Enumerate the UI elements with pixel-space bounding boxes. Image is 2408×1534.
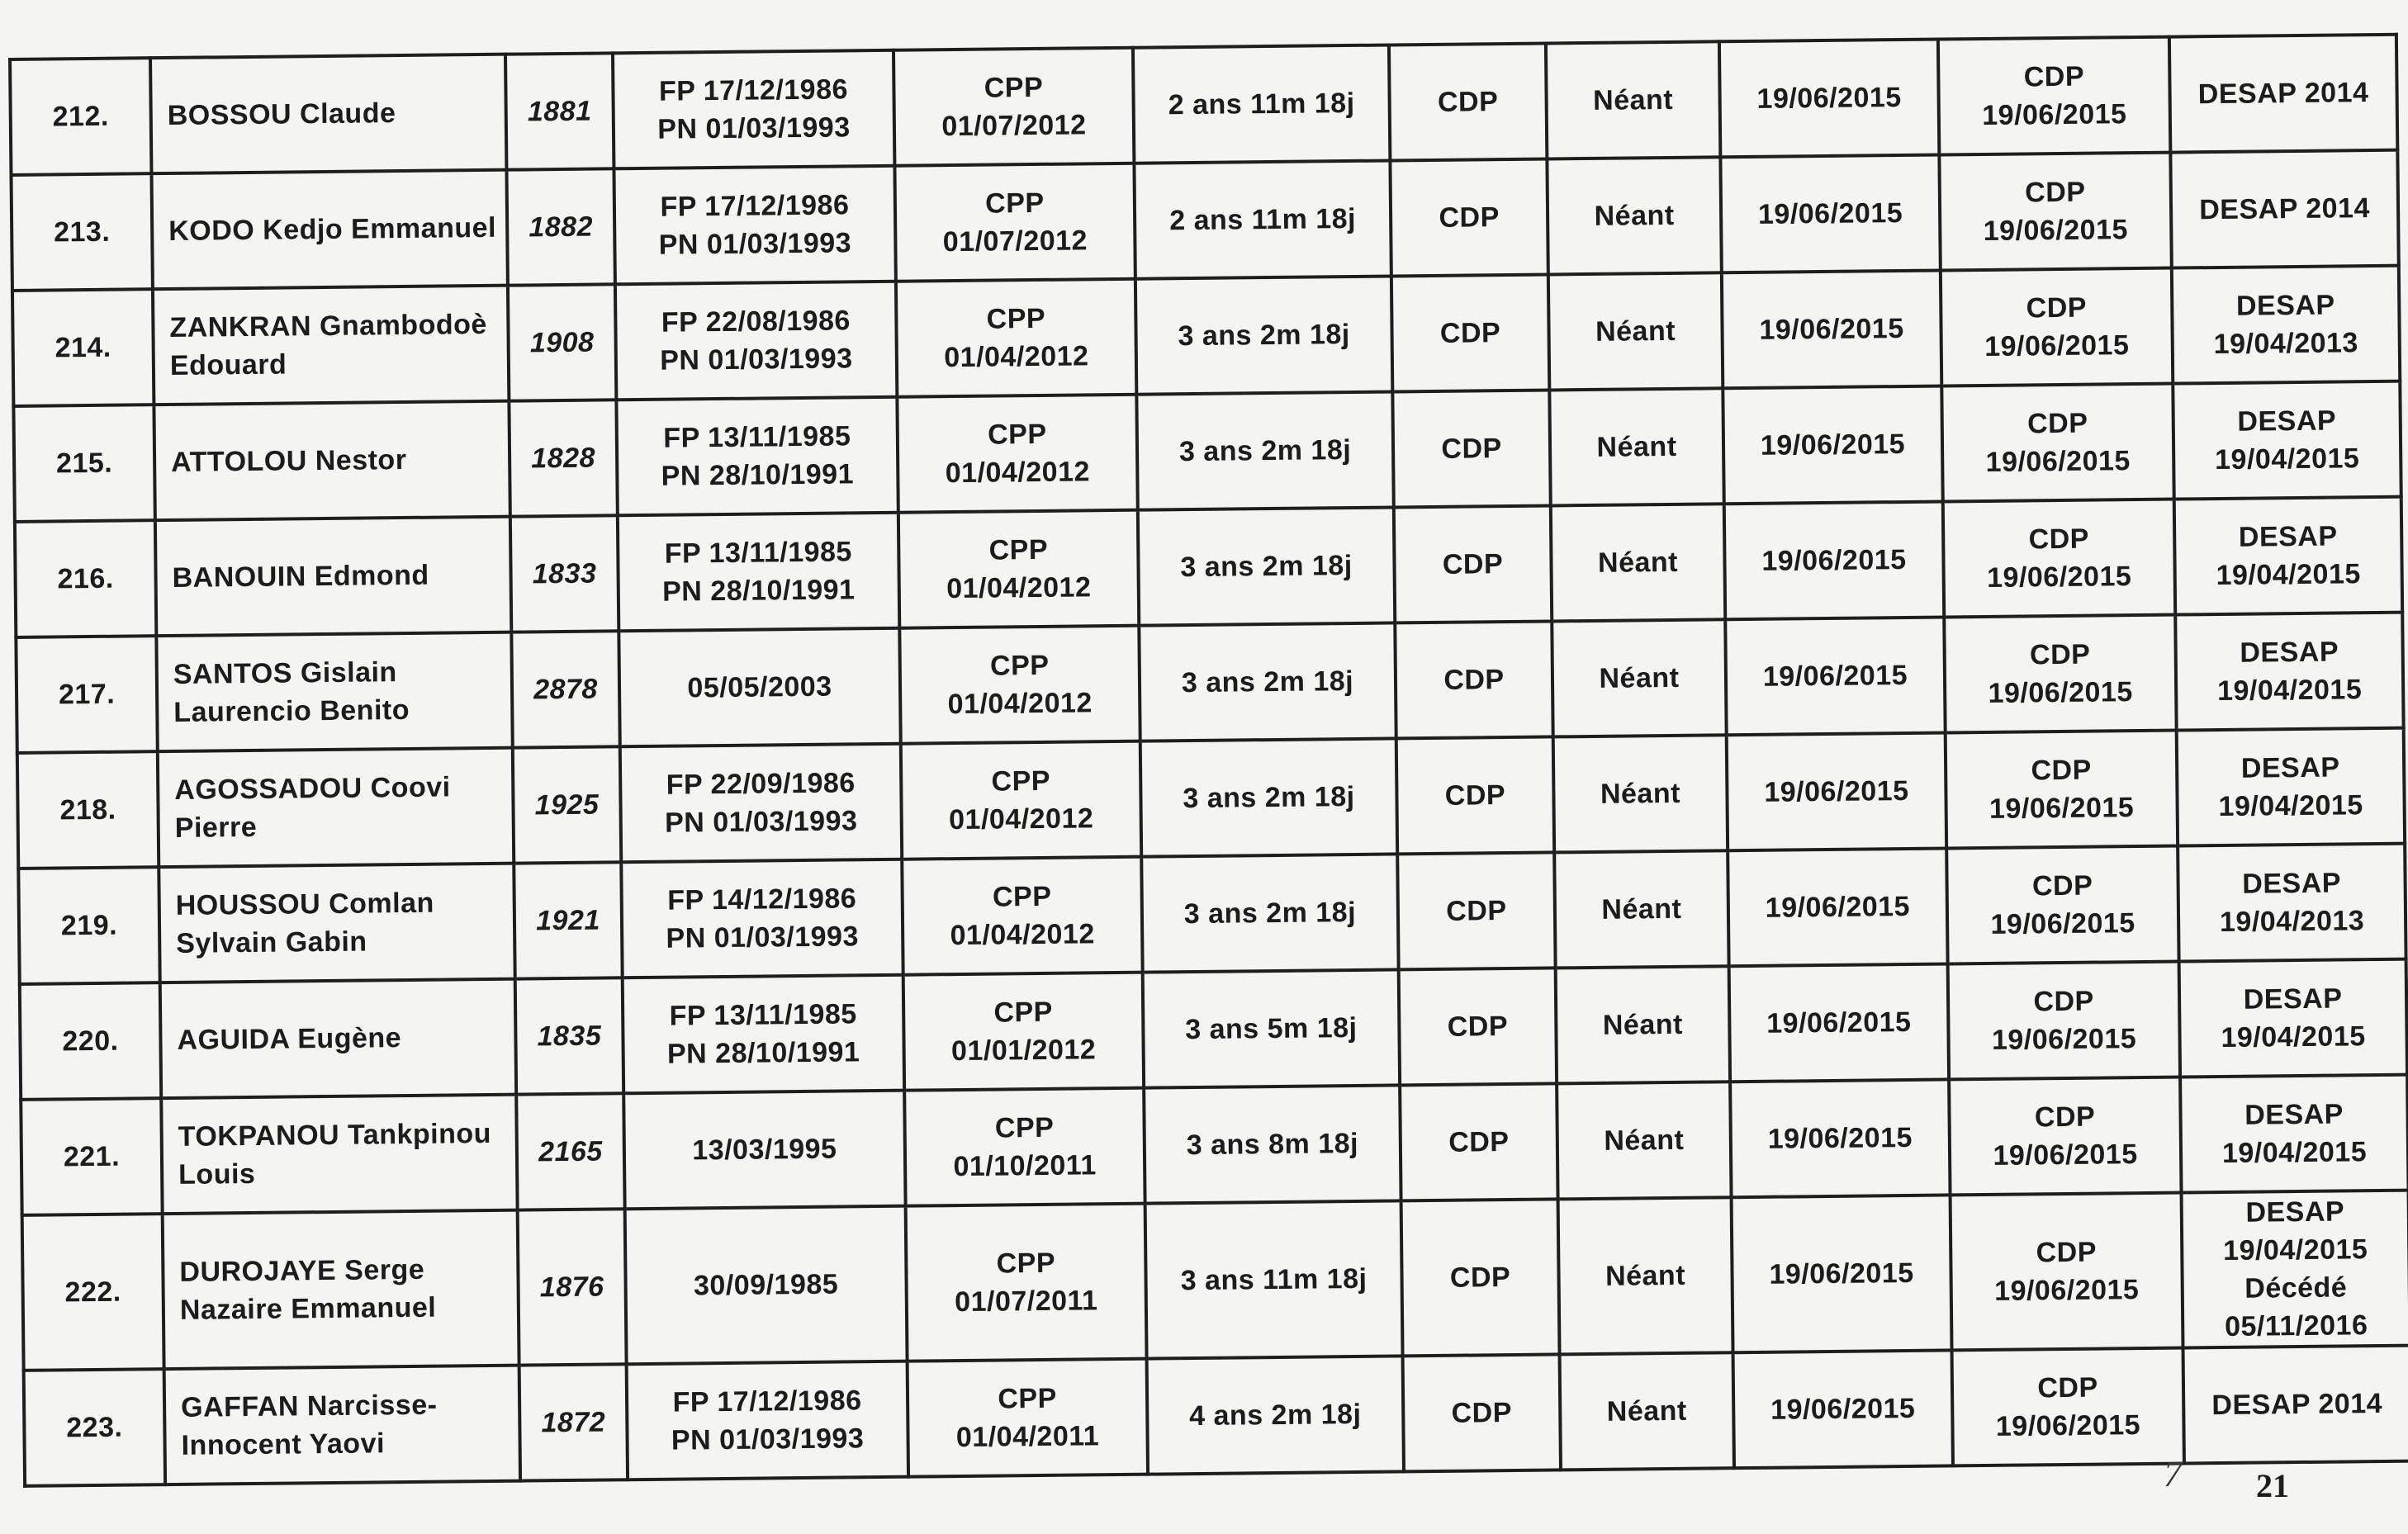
desap-line: DESAP (2243, 982, 2343, 1016)
desap-line: DESAP (2237, 405, 2337, 438)
cpp-line: 01/04/2012 (944, 340, 1089, 374)
entry-date-line: PN 01/03/1993 (664, 805, 858, 839)
table-body (10, 35, 2408, 1486)
matricule-cell: 1828 (509, 400, 617, 516)
entry-date-line: FP 17/12/1986 (658, 73, 849, 107)
cpp-line: CPP (992, 880, 1052, 913)
date-cell: 19/06/2015 (1732, 1195, 1952, 1352)
date-cell: 19/06/2015 (1720, 155, 1940, 273)
desap-cell (2175, 613, 2403, 731)
cpp-line: CPP (988, 533, 1049, 566)
row-number-cell: 219. (18, 867, 159, 984)
grade-cell: CDP (1391, 274, 1549, 391)
sanction-cell: Néant (1547, 157, 1721, 274)
desap-cell (2178, 844, 2406, 962)
matricule-cell: 1925 (513, 746, 621, 863)
cdp-line: 19/06/2015 (1988, 676, 2133, 709)
desap-cell (2182, 1191, 2408, 1348)
cpp-cell (894, 48, 1134, 166)
cdp-line: 19/06/2015 (1993, 1274, 2140, 1307)
row-number-cell: 222. (22, 1214, 164, 1371)
desap-cell (2180, 1075, 2408, 1193)
cdp-line: 19/06/2015 (1982, 98, 2127, 131)
cdp-cell (1946, 846, 2178, 964)
name-line: Laurencio Benito (173, 694, 410, 728)
row-number-cell: 215. (13, 405, 154, 522)
seniority-cell: 3 ans 2m 18j (1136, 391, 1393, 509)
desap-cell (2173, 381, 2401, 499)
desap-line: DESAP (2242, 867, 2342, 900)
name-line: AGUIDA Eugène (177, 1022, 402, 1056)
name-line: Louis (178, 1158, 256, 1191)
desap-line: DESAP (2238, 520, 2338, 553)
cdp-cell (1949, 1077, 2181, 1195)
cdp-line: CDP (2031, 754, 2093, 787)
entry-date-line: FP 13/11/1985 (664, 536, 853, 570)
cpp-cell (899, 626, 1140, 744)
cdp-line: 19/06/2015 (1983, 214, 2129, 247)
name-line: BANOUIN Edmond (172, 559, 429, 594)
grade-cell: CDP (1394, 505, 1552, 623)
desap-line: DESAP (2244, 1098, 2344, 1131)
entry-date-line: PN 01/03/1993 (657, 111, 851, 145)
desap-line: 19/04/2015 (2221, 1136, 2368, 1169)
seniority-cell: 3 ans 5m 18j (1143, 969, 1400, 1087)
name-cell (160, 979, 516, 1098)
entry-date-line: 13/03/1995 (692, 1133, 837, 1167)
seniority-cell: 3 ans 11m 18j (1145, 1200, 1403, 1358)
entry-date-line: PN 01/03/1993 (666, 921, 860, 954)
cpp-line: 01/04/2011 (955, 1420, 1100, 1454)
matricule-cell: 2878 (511, 631, 619, 747)
desap-cell (2172, 266, 2400, 384)
cpp-cell (906, 1204, 1147, 1361)
cpp-cell (897, 395, 1137, 513)
cdp-line: 19/06/2015 (1995, 1409, 2141, 1442)
cpp-line: 01/04/2012 (945, 456, 1091, 490)
table-row (24, 1346, 2408, 1486)
entry-date-line: FP 17/12/1986 (672, 1385, 862, 1418)
name-cell (156, 632, 512, 751)
grade-cell: CDP (1396, 736, 1554, 854)
cdp-line: 19/06/2015 (1990, 907, 2135, 940)
entry-date-cell (619, 628, 900, 747)
desap-line: 19/04/2015 (2216, 674, 2363, 708)
cpp-line: CPP (998, 1382, 1057, 1415)
cpp-line: CPP (989, 649, 1050, 682)
sanction-cell: Néant (1560, 1352, 1734, 1470)
desap-line: DESAP 2014 (2197, 77, 2369, 111)
desap-line: DESAP (2235, 289, 2335, 322)
desap-cell (2169, 35, 2397, 153)
desap-line: 05/11/2016 (2224, 1309, 2368, 1342)
cdp-line: CDP (2024, 176, 2086, 209)
name-line: DUROJAYE Serge (179, 1253, 425, 1288)
desap-line: DESAP 2014 (2211, 1387, 2383, 1422)
date-cell: 19/06/2015 (1722, 271, 1941, 389)
name-line: ATTOLOU Nestor (170, 443, 407, 478)
sanction-cell: Néant (1549, 388, 1723, 505)
entry-date-line: PN 01/03/1993 (671, 1423, 865, 1456)
cpp-line: CPP (987, 418, 1047, 451)
sanction-cell: Néant (1558, 1197, 1733, 1354)
cpp-line: CPP (994, 1111, 1055, 1144)
name-line: Sylvain Gabin (176, 926, 367, 959)
grade-cell: CDP (1401, 1199, 1560, 1356)
cpp-line: 01/04/2012 (946, 571, 1092, 605)
seniority-cell: 3 ans 2m 18j (1135, 276, 1392, 394)
sanction-cell: Néant (1548, 272, 1723, 390)
cpp-cell (896, 279, 1136, 397)
table-row (22, 1191, 2408, 1371)
cpp-line: CPP (984, 187, 1045, 220)
desap-line: 19/04/2015 (2214, 443, 2360, 476)
matricule-cell: 1835 (515, 978, 623, 1094)
cpp-line: 01/01/2012 (950, 1034, 1097, 1068)
sanction-cell: Néant (1553, 735, 1728, 852)
entry-date-line: FP 13/11/1985 (669, 998, 857, 1032)
cdp-line: CDP (2026, 407, 2088, 440)
cpp-line: CPP (986, 302, 1046, 335)
page-number: 21 (2256, 1467, 2289, 1504)
cpp-cell (901, 741, 1141, 859)
cdp-line: CDP (2037, 1371, 2098, 1404)
date-cell: 19/06/2015 (1724, 501, 1944, 619)
seniority-cell: 3 ans 8m 18j (1144, 1085, 1401, 1203)
row-number-cell: 214. (12, 289, 154, 406)
desap-line: 19/04/2015 (2221, 1020, 2366, 1054)
entry-date-line: PN 28/10/1991 (666, 1036, 860, 1070)
cdp-line: 19/06/2015 (1984, 329, 2130, 362)
entry-date-cell (616, 397, 898, 516)
entry-date-line: PN 28/10/1991 (661, 574, 856, 608)
cdp-line: 19/06/2015 (1991, 1023, 2137, 1056)
seniority-cell: 3 ans 2m 18j (1139, 623, 1396, 741)
name-line: KODO Kedjo Emmanuel (168, 211, 497, 247)
row-number-cell: 221. (21, 1098, 162, 1215)
name-line: ZANKRAN Gnambodoè (169, 308, 488, 343)
cdp-line: CDP (2033, 985, 2094, 1018)
grade-cell: CDP (1392, 390, 1550, 507)
cdp-line: 19/06/2015 (1988, 792, 2135, 825)
matricule-cell: 1876 (518, 1209, 627, 1365)
entry-date-cell (627, 1361, 908, 1480)
date-cell: 19/06/2015 (1728, 848, 1947, 966)
name-line: Pierre (174, 811, 258, 844)
cpp-line: 01/07/2011 (954, 1285, 1098, 1319)
grade-cell: CDP (1399, 968, 1557, 1085)
cdp-cell (1943, 499, 2175, 618)
date-cell: 19/06/2015 (1719, 40, 1939, 158)
name-cell (155, 517, 511, 636)
name-cell (158, 748, 514, 867)
entry-date-cell (614, 166, 895, 285)
cpp-cell (904, 1088, 1145, 1206)
cdp-line: CDP (2031, 869, 2093, 902)
cdp-cell (1941, 384, 2173, 502)
seniority-cell: 2 ans 11m 18j (1133, 45, 1390, 163)
date-cell: 19/06/2015 (1733, 1350, 1953, 1468)
cdp-cell (1946, 731, 2178, 849)
entry-date-line: PN 01/03/1993 (658, 227, 852, 261)
cpp-cell (908, 1359, 1148, 1477)
grade-cell: CDP (1395, 621, 1552, 738)
entry-date-cell (613, 50, 894, 169)
name-line: GAFFAN Narcisse- (180, 1389, 438, 1423)
name-cell (163, 1210, 519, 1369)
matricule-cell: 2165 (516, 1093, 624, 1210)
entry-date-cell (621, 859, 903, 978)
desap-cell (2174, 497, 2402, 615)
name-cell (151, 170, 507, 289)
desap-line: DESAP (2240, 751, 2340, 784)
sanction-cell: Néant (1551, 504, 1725, 621)
cpp-line: 01/07/2012 (942, 225, 1088, 258)
date-cell: 19/06/2015 (1723, 386, 1942, 504)
grade-cell: CDP (1400, 1083, 1557, 1200)
matricule-cell: 1872 (519, 1364, 628, 1480)
entry-date-cell (625, 1206, 908, 1365)
matricule-cell: 1921 (514, 862, 622, 978)
name-cell (161, 1095, 517, 1214)
cdp-cell (1952, 1348, 2184, 1466)
entry-date-line: FP 22/09/1986 (666, 767, 856, 801)
entry-date-line: 05/05/2003 (687, 670, 832, 704)
cdp-line: CDP (2036, 1236, 2098, 1269)
entry-date-line: 30/09/1985 (693, 1268, 839, 1302)
name-cell (154, 401, 510, 520)
desap-cell (2177, 728, 2405, 846)
desap-line: 19/04/2015 (2218, 789, 2363, 823)
desap-line: 19/04/2013 (2219, 905, 2365, 939)
seniority-cell: 4 ans 2m 18j (1147, 1356, 1404, 1474)
desap-line: DESAP (2240, 636, 2339, 669)
date-cell: 19/06/2015 (1727, 732, 1946, 850)
cpp-cell (902, 857, 1142, 975)
seniority-cell: 3 ans 2m 18j (1140, 738, 1397, 856)
row-number-cell: 217. (16, 636, 157, 753)
entry-date-cell (623, 975, 904, 1094)
entry-date-line: PN 01/03/1993 (660, 343, 853, 376)
name-line: TOKPANOU Tankpinou (178, 1117, 492, 1153)
cpp-line: CPP (991, 765, 1051, 798)
desap-line: DESAP (2245, 1195, 2345, 1229)
name-cell (150, 54, 506, 173)
entry-date-cell (618, 513, 899, 632)
cpp-line: CPP (993, 996, 1054, 1029)
entry-date-cell (615, 282, 897, 400)
cpp-line: CPP (996, 1247, 1056, 1280)
cdp-line: CDP (2023, 60, 2085, 93)
entry-date-cell (620, 744, 902, 863)
entry-date-line: FP 13/11/1985 (663, 420, 851, 454)
matricule-cell: 1881 (505, 53, 614, 169)
cdp-line: CDP (2034, 1101, 2096, 1134)
desap-line: DESAP 2014 (2199, 192, 2371, 226)
sanction-cell: Néant (1554, 850, 1728, 968)
name-line: AGOSSADOU Coovi (174, 771, 451, 806)
entry-date-line: FP 17/12/1986 (660, 189, 850, 223)
cdp-cell (1944, 615, 2176, 733)
name-line: Edouard (169, 348, 287, 381)
row-number-cell: 223. (24, 1369, 165, 1486)
grade-cell: CDP (1389, 44, 1547, 161)
desap-cell (2170, 150, 2398, 268)
name-cell (153, 286, 509, 405)
handwritten-mark: 7 (2164, 1454, 2182, 1494)
entry-date-cell (623, 1091, 905, 1210)
entry-date-line: FP 14/12/1986 (667, 883, 857, 916)
grade-cell: CDP (1390, 159, 1548, 276)
cdp-line: 19/06/2015 (1986, 561, 2132, 594)
name-line: BOSSOU Claude (167, 97, 396, 131)
row-number-cell: 220. (20, 982, 161, 1100)
name-line: HOUSSOU Comlan (175, 887, 434, 921)
row-number-cell: 212. (10, 58, 151, 175)
cpp-line: 01/04/2012 (948, 803, 1094, 836)
cdp-line: 19/06/2015 (1993, 1139, 2138, 1172)
personnel-table (8, 33, 2408, 1488)
seniority-cell: 3 ans 2m 18j (1141, 854, 1398, 972)
row-number-cell: 213. (11, 173, 152, 291)
name-line: Innocent Yaovi (181, 1427, 386, 1461)
desap-cell (2179, 959, 2407, 1077)
date-cell: 19/06/2015 (1729, 963, 1949, 1082)
cdp-line: CDP (2026, 291, 2088, 324)
cpp-line: 01/10/2011 (953, 1149, 1097, 1183)
desap-line: Décédé (2244, 1271, 2348, 1304)
cdp-cell (1941, 268, 2173, 386)
cpp-line: CPP (984, 71, 1044, 104)
name-cell (164, 1366, 520, 1484)
name-line: SANTOS Gislain (173, 656, 397, 690)
sanction-cell: Néant (1552, 619, 1726, 736)
matricule-cell: 1882 (506, 168, 614, 285)
cdp-cell (1939, 153, 2171, 271)
matricule-cell: 1908 (508, 284, 616, 400)
cpp-line: 01/07/2012 (941, 109, 1087, 143)
cdp-cell (1948, 962, 2180, 1080)
sanction-cell: Néant (1546, 41, 1720, 159)
grade-cell: CDP (1403, 1354, 1561, 1471)
row-number-cell: 218. (17, 751, 159, 869)
seniority-cell: 2 ans 11m 18j (1134, 160, 1391, 278)
cdp-line: CDP (2028, 523, 2090, 556)
name-cell (159, 864, 514, 982)
sanction-cell: Néant (1556, 966, 1730, 1083)
cdp-line: CDP (2029, 638, 2091, 671)
entry-date-line: PN 28/10/1991 (661, 458, 855, 492)
name-line: Nazaire Emmanuel (179, 1291, 437, 1326)
cpp-cell (903, 973, 1144, 1091)
row-number-cell: 216. (15, 520, 156, 637)
cdp-cell (1938, 37, 2170, 155)
cpp-cell (894, 163, 1135, 282)
desap-line: 19/04/2013 (2213, 327, 2359, 361)
date-cell: 19/06/2015 (1730, 1079, 1950, 1197)
grade-cell: CDP (1397, 852, 1555, 969)
matricule-cell: 1833 (510, 515, 619, 632)
cdp-line: 19/06/2015 (1985, 445, 2131, 478)
cpp-cell (898, 510, 1139, 628)
cpp-line: 01/04/2012 (950, 918, 1095, 952)
date-cell: 19/06/2015 (1725, 617, 1945, 735)
desap-line: 19/04/2015 (2216, 558, 2361, 592)
desap-line: 19/04/2015 (2222, 1233, 2368, 1266)
seniority-cell: 3 ans 2m 18j (1138, 507, 1395, 625)
entry-date-line: FP 22/08/1986 (661, 305, 851, 339)
cdp-cell (1951, 1193, 2183, 1351)
desap-cell (2183, 1346, 2408, 1464)
cpp-line: 01/04/2012 (947, 687, 1093, 721)
sanction-cell: Néant (1557, 1082, 1731, 1199)
